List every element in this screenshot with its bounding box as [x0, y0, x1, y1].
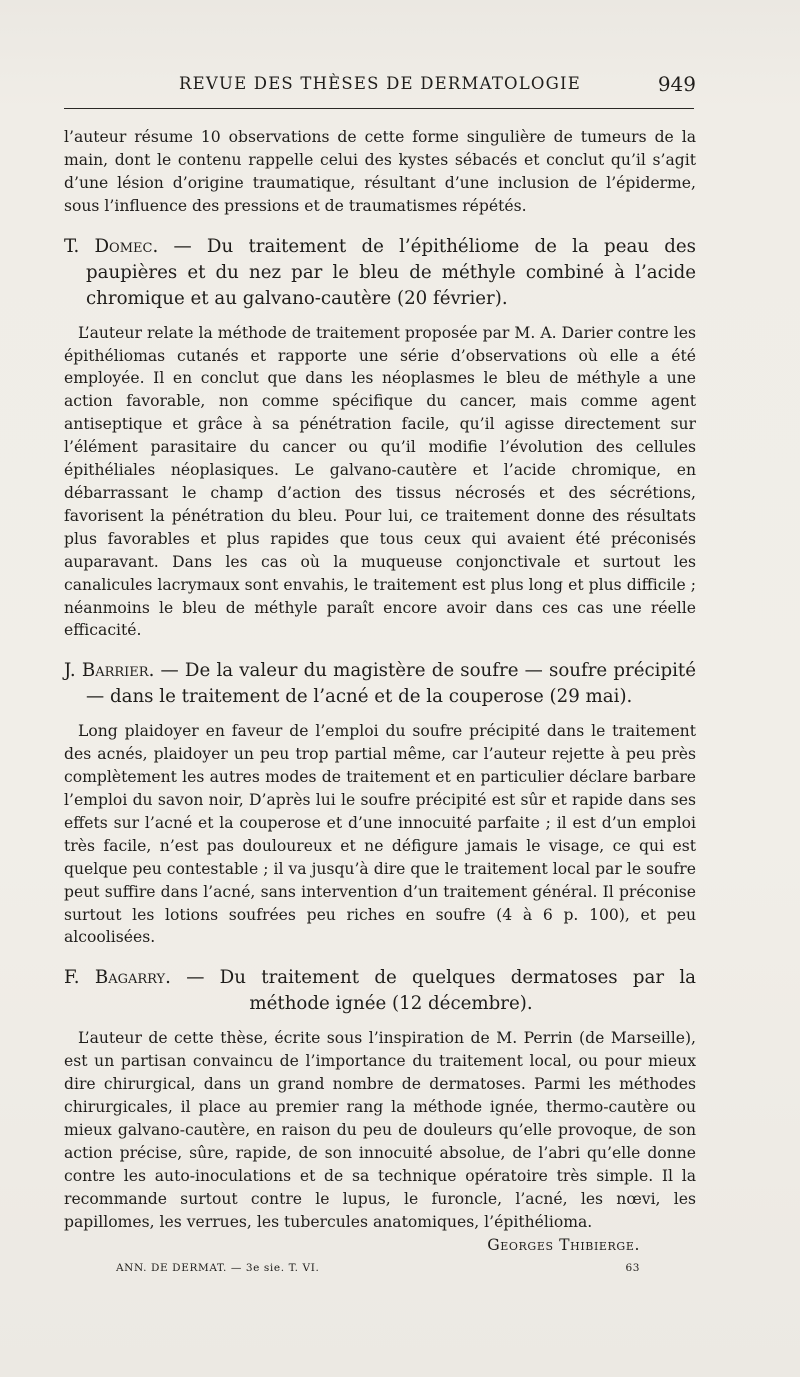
signature-mark: 63 — [625, 1262, 640, 1274]
page-header — [64, 72, 696, 102]
reviewer-signature: Georges Thibierge. — [487, 1235, 640, 1254]
entry-title-text: — De la valeur du magistère de soufre — soufre précipité — dans le traitement de l’acné et de la couperose (29 mai). — [86, 660, 697, 708]
running-title: REVUE DES THÈSES DE DERMATOLOGIE — [178, 74, 582, 93]
page-number: 949 — [657, 72, 696, 96]
page-body — [64, 126, 696, 1256]
signature-row — [64, 1234, 696, 1257]
thesis-entry-barrier — [64, 658, 696, 949]
entry-paragraph: Long plaidoyer en faveur de l’emploi du soufre précipité dans le traitement des acnés, plaidoyer un peu trop partial même, car l’auteur rejette à peu près complètement les autres modes de traitement et en particulier déclare barbare l’emploi du savon noir, D’après lui le soufre précipité est sûr et rapide dans ses effets sur l’acné et la couperose et d’une innocuité parfaite ; il est d’un emploi très facile, n’est pas douloureux et ne défigure jamais le visage, ce qui est quelque peu contestable ; il va jusqu’à dire que le traitement local par le soufre peut suffire dans l’acné, sans intervention d’un traitement général. Il préconise surtout les lotions soufrées peu riches en soufre (4 à 6 p. 100), et peu alcoolisées. — [64, 722, 696, 947]
entry-paragraph: L’auteur relate la méthode de traitement proposée par M. A. Darier contre les épithéliomas cutanés et rapporte une série d’observations où elle a été employée. Il en conclut que dans les néoplasmes le bleu de méthyle a une action favorable, non comme spécifique du cancer, mais comme agent antiseptique et grâce à sa pénétration facile, qu’il agisse directement sur l’élément parasitaire du cancer ou qu’il modifie l’évolution des cellules épithéliales néoplasiques. Le galvano-cautère et l’acide chromique, en débarrassant le champ d’action des tissus nécrosés et des sécrétions, favorisent la pénétration du bleu. Pour lui, ce traitement donne des résultats plus favorables et plus rapides que tous ceux qui avaient été préconisés auparavant. Dans les cas où la muqueuse conjonctivale et surtout les canalicules lacrymaux sont envahis, le traitement est plus long et plus difficile ; néanmoins le bleu de méthyle paraît encore avoir dans ces cas une réelle efficacité. — [64, 323, 696, 640]
entry-title-text: — Du traitement de l’épithéliome de la peau des paupières et du nez par le bleu de méthyle combiné à l’acide chromique et au galvano-cautère (20 février). — [86, 235, 696, 309]
header-rule — [64, 108, 694, 109]
entry-paragraph: L’auteur de cette thèse, écrite sous l’inspiration de M. Perrin (de Marseille), est un partisan convaincu de l’importance du traitement local, ou pour mieux dire chirurgical, dans un grand nombre de dermatoses. Parmi les méthodes chirurgicales, il place au premier rang la méthode ignée, thermo-cautère ou mieux galvano-cautère, en raison du peu de douleurs qu’elle provoque, de son action précise, sûre, rapide, de son innocuité absolue, de l’abri qu’elle donne contre les auto-inoculations et de sa technique opératoire très simple. Il la recommande surtout contre le lupus, le furoncle, l’acné, les nœvi, les papillomes, les verrues, les tubercules anatomiques, l’épithélioma. — [64, 1029, 696, 1231]
entry-title — [64, 658, 696, 710]
entry-title-text: — Du traitement de quelques dermatoses par la méthode ignée (12 décembre). — [170, 967, 696, 1015]
entry-title — [64, 965, 696, 1017]
thesis-entry-bagarry — [64, 965, 696, 1256]
entry-author: J. Barrier. — [64, 660, 155, 682]
journal-reference: ANN. DE DERMAT. — 3e sie. T. VI. — [116, 1262, 320, 1274]
entry-author: F. Bagarry. — [64, 967, 171, 989]
entry-author: T. Domec. — [64, 235, 159, 257]
thesis-entry-domec — [64, 234, 696, 643]
page-footer — [116, 1262, 640, 1274]
entry-title — [64, 234, 696, 312]
intro-paragraph: l’auteur résume 10 observations de cette forme singulière de tumeurs de la main, dont le contenu rappelle celui des kystes sébacés et conclut qu’il s’agit d’une lésion d’origine traumatique, résultant d’une inclusion de l’épiderme, sous l’influence des pressions et de traumatismes répétés. — [64, 128, 696, 215]
